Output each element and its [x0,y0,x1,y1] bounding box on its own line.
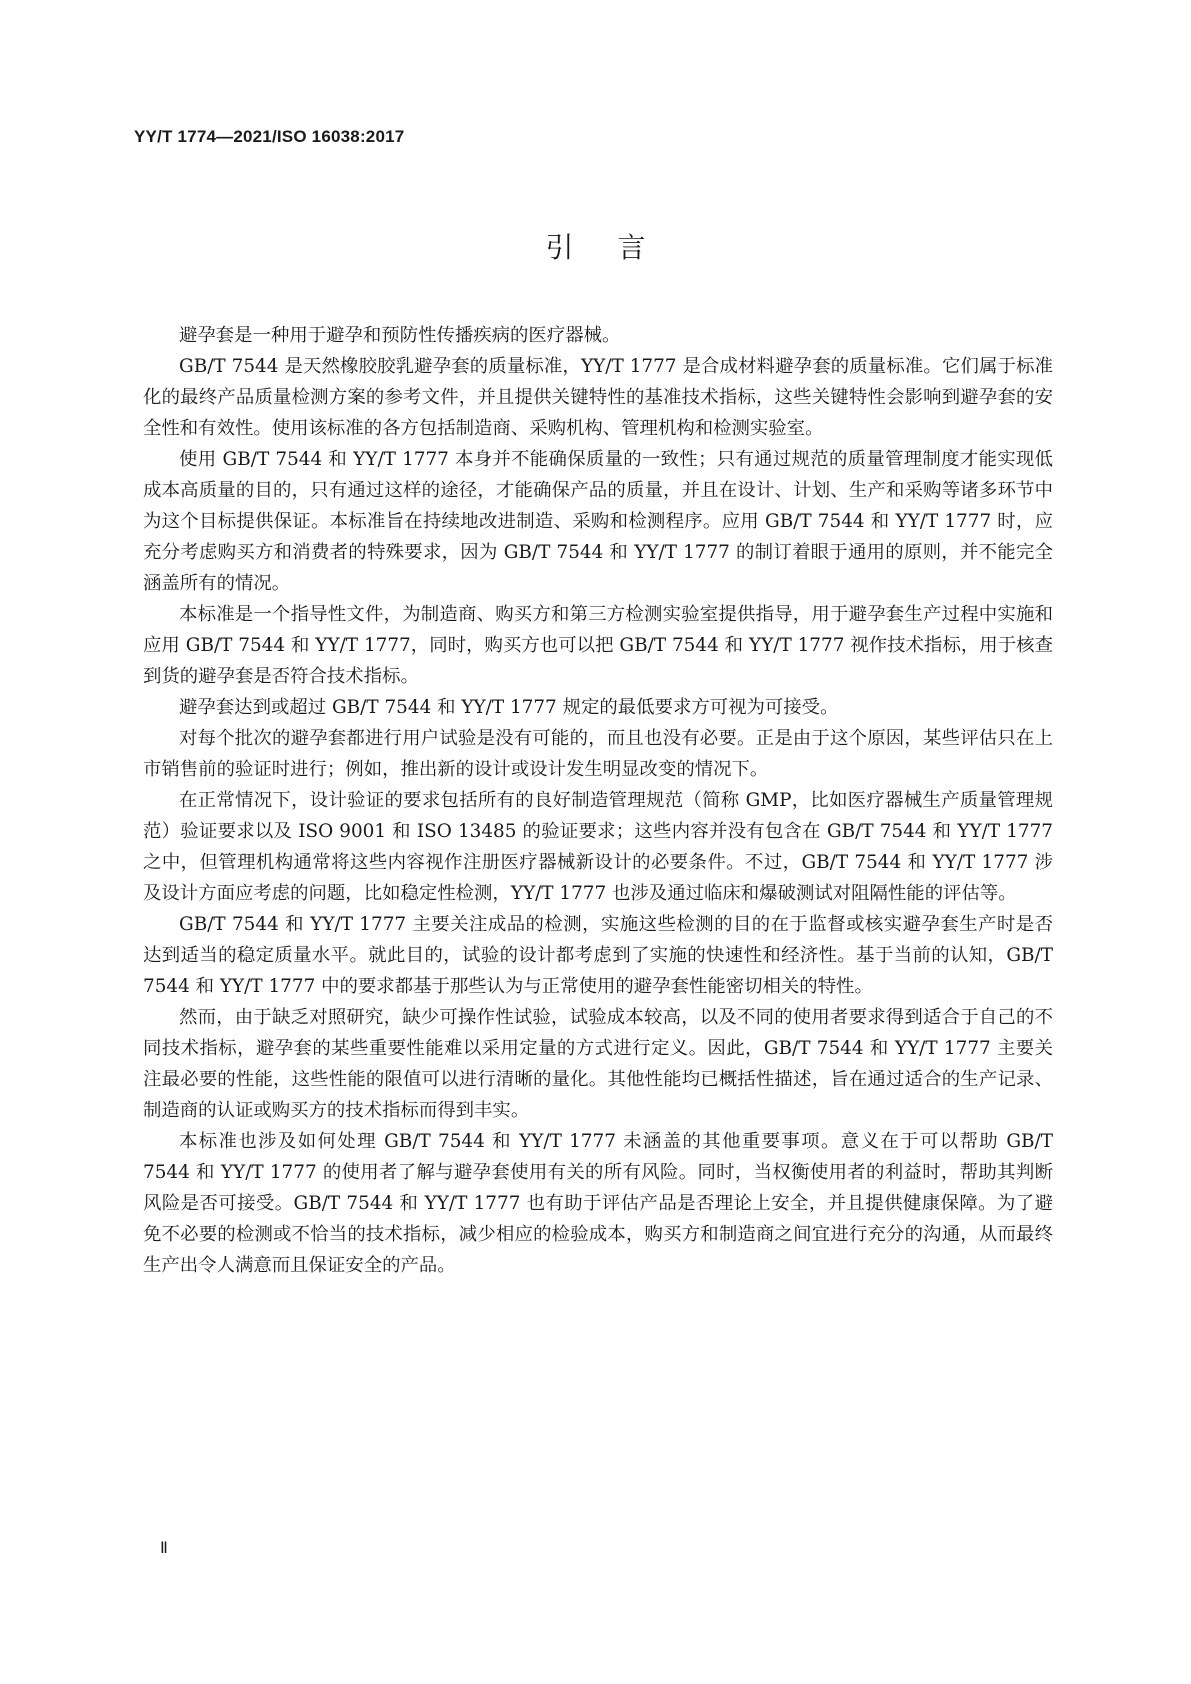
paragraph: 避孕套是一种用于避孕和预防性传播疾病的医疗器械。 [179,325,621,346]
paragraph: 使用 GB/T 7544 和 YY/T 1777 本身并不能确保质量的一致性；只有通过规范的质量管理制度才能实现低成本高质量的目的，只有通过这样的途径，才能确保产品的质量，并且在设计、计划、生产和采购等诸多环节中为这个目标提供保证。本标准旨在持续地改进制造、采购和检测程序。应用 GB/T 7544 和 YY/T 1777 时，应充分考虑购买方和消费者的特殊要求，因为 GB/T 7544 和 YY/T 1777 的制订着眼于通用的原则，并不能完全涵盖所有的情况。 [143,449,1053,594]
paragraph: 本标准是一个指导性文件，为制造商、购买方和第三方检测实验室提供指导，用于避孕套生产过程中实施和应用 GB/T 7544 和 YY/T 1777，同时，购买方也可以把 GB/T 7544 和 YY/T 1777 视作技术指标，用于核查到货的避孕套是否符合技术指标。 [143,604,1053,687]
paragraph: 在正常情况下，设计验证的要求包括所有的良好制造管理规范（简称 GMP，比如医疗器械生产质量管理规范）验证要求以及 ISO 9001 和 ISO 13485 的验证要求；这些内容并没有包含在 GB/T 7544 和 YY/T 1777 之中，但管理机构通常将这些内容视作注册医疗器械新设计的必要条件。不过，GB/T 7544 和 YY/T 1777 涉及设计方面应考虑的问题，比如稳定性检测，YY/T 1777 也涉及通过临床和爆破测试对阻隔性能的评估等。 [143,790,1053,904]
paragraph: 本标准也涉及如何处理 GB/T 7544 和 YY/T 1777 未涵盖的其他重要事项。意义在于可以帮助 GB/T 7544 和 YY/T 1777 的使用者了解与避孕套使用有关的所有风险。同时，当权衡使用者的利益时，帮助其判断风险是否可接受。GB/T 7544 和 YY/T 1777 也有助于评估产品是否理论上安全，并且提供健康保障。为了避免不必要的检测或不恰当的技术指标，减少相应的检验成本，购买方和制造商之间宜进行充分的沟通，从而最终生产出令人满意而且保证安全的产品。 [143,1131,1053,1276]
section-title: 引言 [545,231,690,264]
introduction-body [143,320,1053,1281]
paragraph: 避孕套达到或超过 GB/T 7544 和 YY/T 1777 规定的最低要求方可视为可接受。 [179,697,839,718]
paragraph: 对每个批次的避孕套都进行用户试验是没有可能的，而且也没有必要。正是由于这个原因，某些评估只在上市销售前的验证时进行；例如，推出新的设计或设计发生明显改变的情况下。 [143,728,1053,780]
paragraph: 然而，由于缺乏对照研究，缺少可操作性试验，试验成本较高，以及不同的使用者要求得到适合于自己的不同技术指标，避孕套的某些重要性能难以采用定量的方式进行定义。因此，GB/T 7544 和 YY/T 1777 主要关注最必要的性能，这些性能的限值可以进行清晰的量化。其他性能均已概括性描述，旨在通过适合的生产记录、制造商的认证或购买方的技术指标而得到丰实。 [143,1007,1053,1121]
page-number: Ⅱ [160,1540,168,1557]
standard-number-header: YY/T 1774—2021/ISO 16038:2017 [134,127,405,146]
paragraph: GB/T 7544 和 YY/T 1777 主要关注成品的检测，实施这些检测的目的在于监督或核实避孕套生产时是否达到适当的稳定质量水平。就此目的，试验的设计都考虑到了实施的快速性和经济性。基于当前的认知，GB/T 7544 和 YY/T 1777 中的要求都基于那些认为与正常使用的避孕套性能密切相关的特性。 [143,914,1053,997]
paragraph: GB/T 7544 是天然橡胶胶乳避孕套的质量标准，YY/T 1777 是合成材料避孕套的质量标准。它们属于标准化的最终产品质量检测方案的参考文件，并且提供关键特性的基准技术指标，这些关键特性会影响到避孕套的安全性和有效性。使用该标准的各方包括制造商、采购机构、管理机构和检测实验室。 [143,356,1053,439]
